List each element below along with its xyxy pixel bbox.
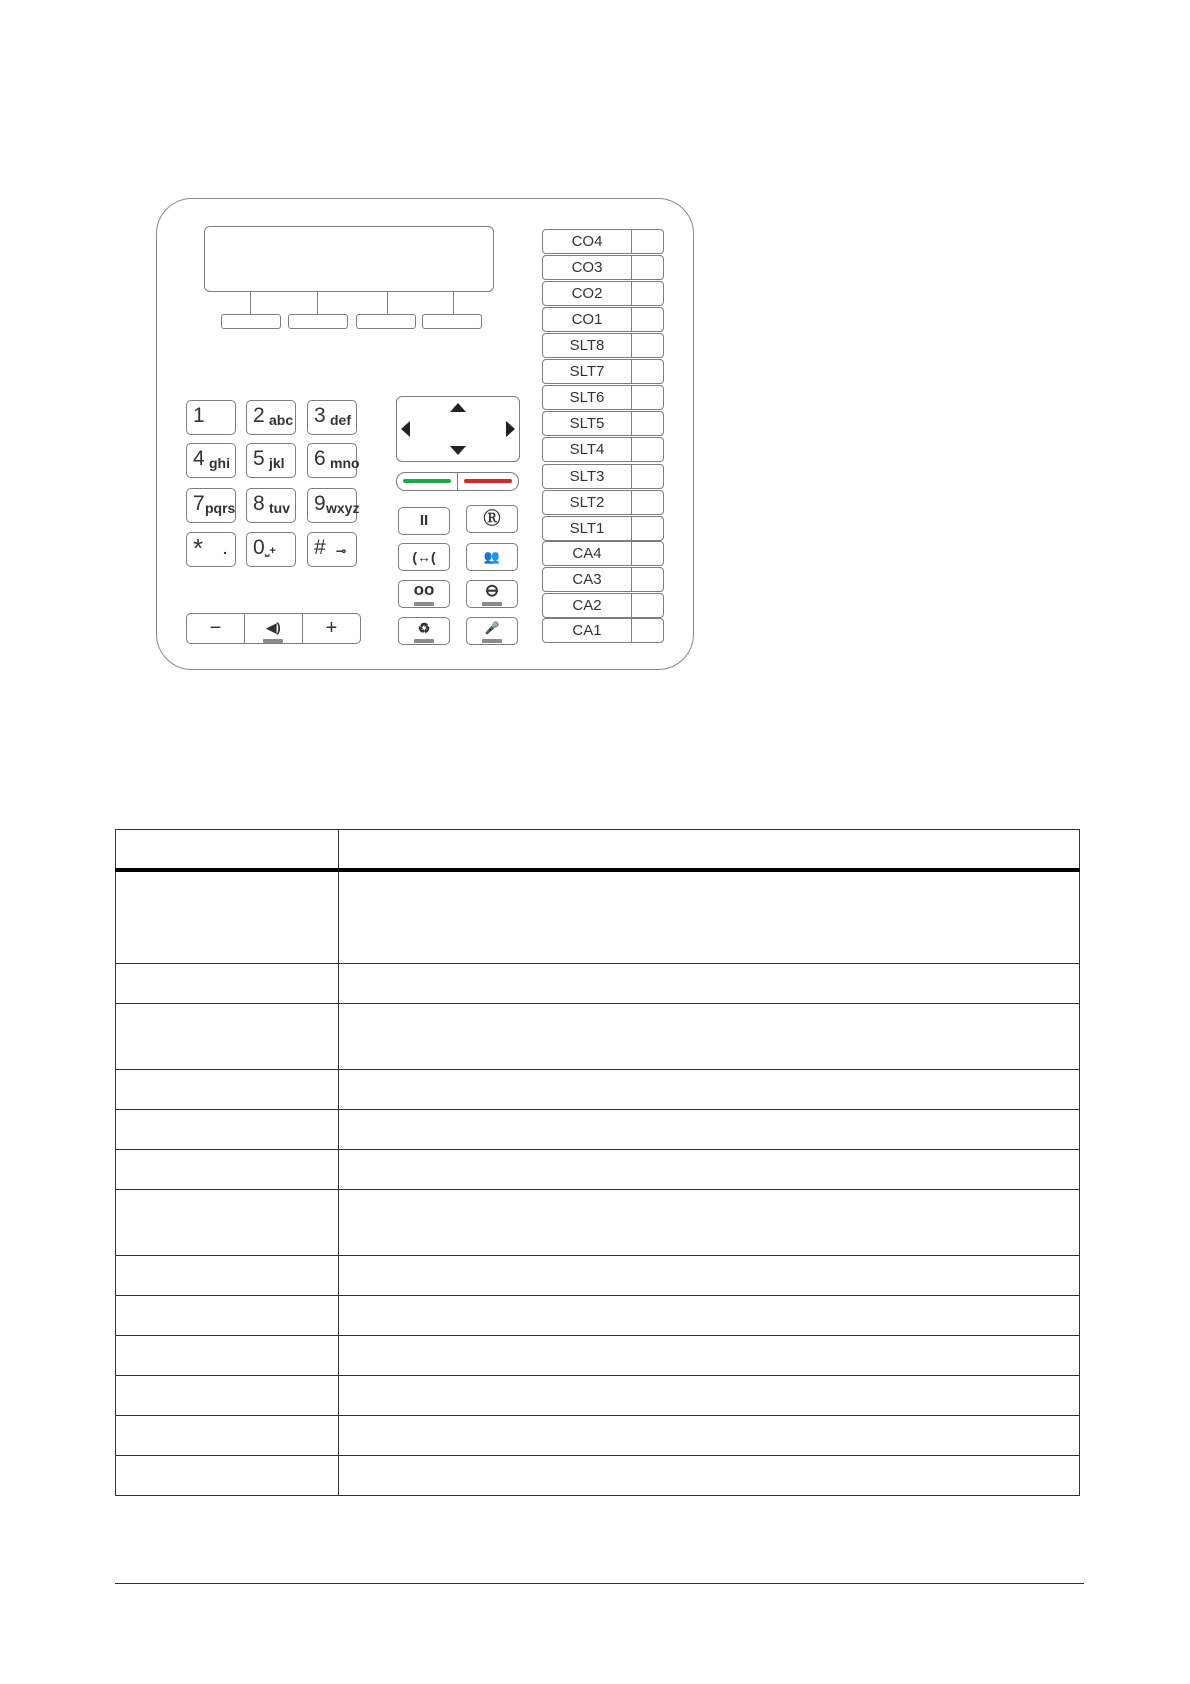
program-key-label: CO3: [543, 256, 632, 279]
table-cell: [116, 1109, 339, 1149]
table-cell: [116, 1415, 339, 1455]
table-cell: [339, 1149, 1080, 1189]
dnd-button[interactable]: ⊖: [466, 580, 518, 608]
arrow-right-icon[interactable]: [506, 421, 515, 437]
table-cell: [339, 1069, 1080, 1109]
program-key-label: SLT6: [543, 386, 632, 409]
program-key-co1[interactable]: [542, 307, 664, 332]
speaker-button[interactable]: ◀): [244, 613, 303, 644]
table-row: [116, 870, 1080, 963]
voicemail-button[interactable]: oo: [398, 580, 450, 608]
lcd-display: [204, 226, 494, 292]
program-key-label: CA2: [543, 594, 632, 617]
keypad-key-1[interactable]: 1: [186, 400, 236, 435]
program-key-co2[interactable]: [542, 281, 664, 306]
table-cell: [339, 1003, 1080, 1069]
softkey-3[interactable]: [356, 314, 416, 329]
program-key-slt4[interactable]: [542, 437, 664, 462]
hold-button[interactable]: II: [398, 507, 450, 535]
table-cell: [339, 1375, 1080, 1415]
release-indicator: [464, 479, 512, 483]
arrow-left-icon[interactable]: [401, 421, 410, 437]
table-cell: [116, 1069, 339, 1109]
transfer-button[interactable]: (↔(: [398, 543, 450, 571]
softkey-1[interactable]: [221, 314, 281, 329]
program-key-label: SLT2: [543, 491, 632, 514]
program-key-ca3[interactable]: [542, 567, 664, 592]
table-row: [116, 1149, 1080, 1189]
table-cell: [339, 1335, 1080, 1375]
table-cell: [116, 870, 339, 963]
volume-up-button[interactable]: +: [302, 613, 361, 644]
table-cell: [116, 1455, 339, 1495]
program-key-slt7[interactable]: [542, 359, 664, 384]
program-key-label: SLT3: [543, 465, 632, 488]
program-key-co3[interactable]: [542, 255, 664, 280]
keypad-key-4[interactable]: 4 ghi: [186, 443, 236, 478]
mute-button[interactable]: 🎤: [466, 617, 518, 645]
program-key-label: CO1: [543, 308, 632, 331]
softkey-connector: [317, 292, 318, 314]
softkey-4[interactable]: [422, 314, 482, 329]
keypad-key-3[interactable]: 3 def: [307, 400, 357, 435]
program-key-label: SLT8: [543, 334, 632, 357]
program-key-slt6[interactable]: [542, 385, 664, 410]
table-cell: [339, 1109, 1080, 1149]
softkey-connector: [387, 292, 388, 314]
footer-rule: [115, 1583, 1084, 1584]
softkey-connector: [250, 292, 251, 314]
release-button[interactable]: [457, 472, 519, 491]
table-row: [116, 1375, 1080, 1415]
table-cell: [339, 1295, 1080, 1335]
key-description-table: [115, 829, 1080, 1496]
table-cell: [339, 1189, 1080, 1255]
program-key-label: SLT1: [543, 517, 632, 540]
softkey-connector: [453, 292, 454, 314]
table-cell: [116, 1335, 339, 1375]
keypad-key-2[interactable]: 2 abc: [246, 400, 296, 435]
conference-button[interactable]: 👥: [466, 543, 518, 571]
answer-button[interactable]: [396, 472, 458, 491]
keypad-key-star[interactable]: * .: [186, 532, 236, 567]
table-header-cell: [339, 830, 1080, 871]
table-cell: [339, 1455, 1080, 1495]
voicemail-led: [414, 602, 434, 606]
table-cell: [116, 1255, 339, 1295]
table-cell: [116, 1375, 339, 1415]
program-key-ca4[interactable]: [542, 541, 664, 566]
table-row: [116, 963, 1080, 1003]
table-row: [116, 1069, 1080, 1109]
program-key-slt5[interactable]: [542, 411, 664, 436]
table-header-cell: [116, 830, 339, 871]
table-cell: [116, 963, 339, 1003]
table-row: [116, 1189, 1080, 1255]
headset-button[interactable]: ♻: [398, 617, 450, 645]
headset-led: [414, 639, 434, 643]
volume-down-button[interactable]: −: [186, 613, 245, 644]
program-key-label: SLT7: [543, 360, 632, 383]
table-cell: [339, 870, 1080, 963]
program-key-slt8[interactable]: [542, 333, 664, 358]
table-header-row: [116, 830, 1080, 871]
table-cell: [116, 1149, 339, 1189]
table-row: [116, 1415, 1080, 1455]
program-key-label: CA3: [543, 568, 632, 591]
table-row: [116, 1109, 1080, 1149]
program-key-co4[interactable]: [542, 229, 664, 254]
dnd-led: [482, 602, 502, 606]
table-row: [116, 1335, 1080, 1375]
speaker-led: [263, 639, 283, 643]
program-key-ca2[interactable]: [542, 593, 664, 618]
keypad-key-6[interactable]: 6 mno: [307, 443, 357, 478]
table-cell: [339, 963, 1080, 1003]
table-cell: [116, 1189, 339, 1255]
redial-button[interactable]: Ⓡ: [466, 505, 518, 533]
program-key-label: CO4: [543, 230, 632, 253]
arrow-up-icon[interactable]: [450, 403, 466, 412]
program-key-ca1[interactable]: [542, 618, 664, 643]
answer-indicator: [403, 479, 451, 483]
table-cell: [116, 1003, 339, 1069]
table-row: [116, 1003, 1080, 1069]
table-cell: [339, 1415, 1080, 1455]
navigation-key[interactable]: [396, 396, 520, 462]
program-key-label: CA1: [543, 619, 632, 642]
table-row: [116, 1295, 1080, 1335]
softkey-2[interactable]: [288, 314, 348, 329]
keypad-key-9[interactable]: 9 wxyz: [307, 488, 357, 523]
program-key-label: SLT5: [543, 412, 632, 435]
program-key-label: CO2: [543, 282, 632, 305]
keypad-key-8[interactable]: 8 tuv: [246, 488, 296, 523]
program-key-slt2[interactable]: [542, 490, 664, 515]
arrow-down-icon[interactable]: [450, 446, 466, 455]
table-row: [116, 1455, 1080, 1495]
keypad-key-5[interactable]: 5 jkl: [246, 443, 296, 478]
program-key-slt1[interactable]: [542, 516, 664, 541]
program-key-label: SLT4: [543, 438, 632, 461]
table-cell: [339, 1255, 1080, 1295]
keypad-key-hash[interactable]: # ⊸: [307, 532, 357, 567]
program-key-slt3[interactable]: [542, 464, 664, 489]
keypad-key-0[interactable]: 0 ⎵+: [246, 532, 296, 567]
mute-led: [482, 639, 502, 643]
program-key-label: CA4: [543, 542, 632, 565]
table-cell: [116, 1295, 339, 1335]
keypad-key-7[interactable]: 7 pqrs: [186, 488, 236, 523]
table-row: [116, 1255, 1080, 1295]
